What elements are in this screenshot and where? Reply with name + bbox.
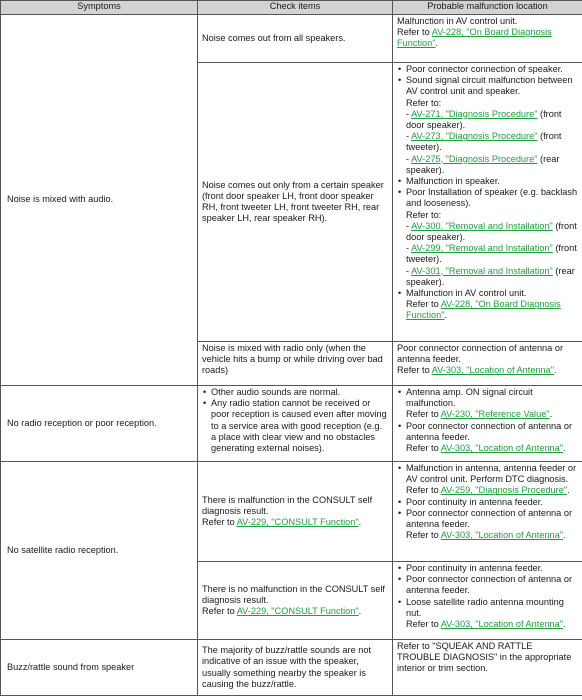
list-item [397, 421, 578, 455]
link-suffix: . [563, 443, 566, 454]
check-consult-malfunction [198, 462, 393, 562]
refer-text: Refer to [406, 409, 441, 420]
symptom-noise: Noise is mixed with audio. [1, 15, 198, 386]
link-av-303[interactable]: AV-303, "Location of Antenna" [440, 619, 564, 630]
dash: - [406, 265, 412, 276]
header-check-items: Check items [198, 1, 393, 15]
location-text: Malfunction in AV control unit. [397, 16, 518, 26]
bullet-list [397, 387, 578, 454]
refer-text: Refer to [406, 443, 441, 454]
refer-text: Refer to [406, 485, 441, 496]
check-all-speakers: Noise comes out from all speakers. [198, 15, 393, 63]
check-radio-only: Noise is mixed with radio only (when the vehicle hits a bump or while driving over bad roads) [198, 342, 393, 386]
dash: - [406, 108, 412, 119]
check-buzz: The majority of buzz/rattle sounds are not indicative of an issue with the speaker, usually something nearby the speaker is causing the buzz/rattle. [198, 640, 393, 696]
check-consult-no-malfunction [198, 562, 393, 640]
link-av-229[interactable]: AV-229, "CONSULT Function" [236, 606, 359, 617]
link-suffix: (rear speaker). [406, 153, 560, 175]
link-suffix: . [358, 606, 362, 617]
list-item-text: Malfunction in AV control unit. [406, 288, 527, 299]
link-av-300[interactable]: AV-300, "Removal and Installation" [411, 220, 553, 231]
link-av-275[interactable]: AV-275, "Diagnosis Procedure" [411, 153, 538, 164]
link-suffix: (front door speaker). [406, 108, 562, 131]
list-item [397, 508, 578, 542]
header-location: Probable malfunction location [393, 1, 582, 15]
punct: . [554, 365, 557, 376]
location-consult-no-malfunction [393, 562, 582, 640]
list-item [397, 463, 578, 497]
symptom-buzz: Buzz/rattle sound from speaker [1, 640, 198, 696]
link-av-301[interactable]: AV-301, "Removal and Installation" [411, 265, 553, 276]
link-av-228[interactable]: AV-228, "On Board Diagnosis Function" [406, 299, 561, 321]
table-row [1, 15, 582, 63]
header-row [1, 1, 582, 15]
bullet-list [202, 387, 388, 454]
link-av-299[interactable]: AV-299, "Removal and Installation" [411, 243, 553, 254]
link-suffix: (rear speaker). [406, 265, 575, 287]
link-av-229[interactable]: AV-229, "CONSULT Function" [236, 517, 359, 528]
location-consult-malfunction [393, 462, 582, 562]
refer-text: Refer to [406, 299, 441, 310]
link-suffix: . [567, 485, 570, 496]
link-av-230[interactable]: AV-230, "Reference Value" [440, 409, 550, 420]
refer-text: Refer to: [406, 209, 442, 220]
check-no-radio [198, 386, 393, 462]
list-item: • Poor continuity in antenna feeder. [397, 563, 578, 574]
refer-text: Refer to [406, 619, 441, 630]
dash: - [406, 153, 412, 164]
check-text: There is no malfunction in the CONSULT self diagnosis result. [202, 583, 385, 605]
list-item [397, 187, 578, 288]
link-suffix: . [444, 310, 448, 321]
location-all-speakers [393, 15, 582, 63]
link-suffix: (front door speaker). [406, 220, 577, 243]
header-symptoms: Symptoms [1, 1, 198, 15]
location-buzz: Refer to "SQUEAK AND RATTLE TROUBLE DIAGNOSIS" in the appropriate interior or trim section. [393, 640, 582, 696]
link-av-273[interactable]: AV-273, "Diagnosis Procedure" [411, 131, 538, 142]
link-av-271[interactable]: AV-271, "Diagnosis Procedure" [411, 108, 538, 119]
refer-text: Refer to: [406, 97, 442, 108]
table-row [1, 386, 582, 462]
list-item [397, 597, 578, 631]
refer-text: Refer to [202, 517, 237, 528]
list-item-text: Sound signal circuit malfunction between AV control unit and speaker. [406, 75, 573, 97]
location-text: Poor connector connection of antenna or antenna feeder. [397, 343, 563, 365]
bullet-list [397, 563, 578, 630]
link-av-303[interactable]: AV-303, "Location of Antenna" [440, 443, 564, 454]
list-item [397, 75, 578, 176]
list-item-text: Loose satellite radio antenna mounting nut. [406, 596, 564, 618]
list-item: • Other audio sounds are normal. [202, 387, 388, 398]
list-item: • Poor connector connection of speaker. [397, 64, 578, 75]
refer-text: Refer to [397, 27, 432, 38]
location-certain-speaker [393, 63, 582, 342]
list-item: • Poor connector connection of antenna or antenna feeder. [397, 574, 578, 596]
link-av-303[interactable]: AV-303, "Location of Antenna" [440, 530, 564, 541]
refer-text: Refer to [406, 530, 441, 541]
symptom-no-satellite: No satellite radio reception. [1, 462, 198, 640]
list-item [397, 288, 578, 322]
dash: - [406, 243, 412, 254]
refer-text: Refer to [202, 606, 237, 617]
list-item: • Poor continuity in antenna feeder. [397, 497, 578, 508]
check-certain-speaker: Noise comes out only from a certain speaker (front door speaker LH, front door speaker RH, front tweeter LH, front tweeter RH, rear speaker LH, rear speaker RH). [198, 63, 393, 342]
bullet-list [397, 64, 578, 322]
list-item-text: Poor Installation of speaker (e.g. backlash and looseness). [406, 187, 578, 209]
table-row [1, 462, 582, 562]
bullet-list [397, 463, 578, 541]
link-av-259[interactable]: AV-259, "Diagnosis Procedure" [440, 485, 568, 496]
link-suffix: . [563, 530, 566, 541]
list-item-text: Antenna amp. ON signal circuit malfunction. [406, 387, 533, 409]
link-suffix: . [358, 517, 362, 528]
symptom-no-radio: No radio reception or poor reception. [1, 386, 198, 462]
dash: - [406, 131, 412, 142]
punct: . [435, 38, 439, 49]
list-item: • Any radio station cannot be received or poor reception is caused even after moving to a service area with good reception (e.g. a place with clear view and no obstacles generating external noises). [202, 398, 388, 454]
list-item-text: Poor connector connection of antenna or antenna feeder. [406, 420, 572, 442]
link-suffix: (front tweeter). [406, 131, 562, 153]
list-item-text: Malfunction in antenna, antenna feeder or AV control unit. Perform DTC diagnosis. [406, 463, 577, 485]
link-suffix: (front tweeter). [406, 243, 577, 265]
list-item [397, 387, 578, 421]
check-text: There is malfunction in the CONSULT self diagnosis result. [202, 494, 373, 516]
table-row [1, 640, 582, 696]
link-suffix: . [563, 619, 566, 630]
refer-text: Refer to [397, 365, 432, 376]
link-suffix: . [549, 409, 553, 420]
link-av-303[interactable]: AV-303, "Location of Antenna" [431, 365, 555, 376]
list-item: • Malfunction in speaker. [397, 176, 578, 187]
dash: - [406, 220, 412, 231]
location-no-radio [393, 386, 582, 462]
list-item-text: Poor connector connection of antenna or antenna feeder. [406, 507, 572, 530]
location-radio-only [393, 342, 582, 386]
link-av-228[interactable]: AV-228, "On Board Diagnosis Function" [397, 27, 552, 49]
